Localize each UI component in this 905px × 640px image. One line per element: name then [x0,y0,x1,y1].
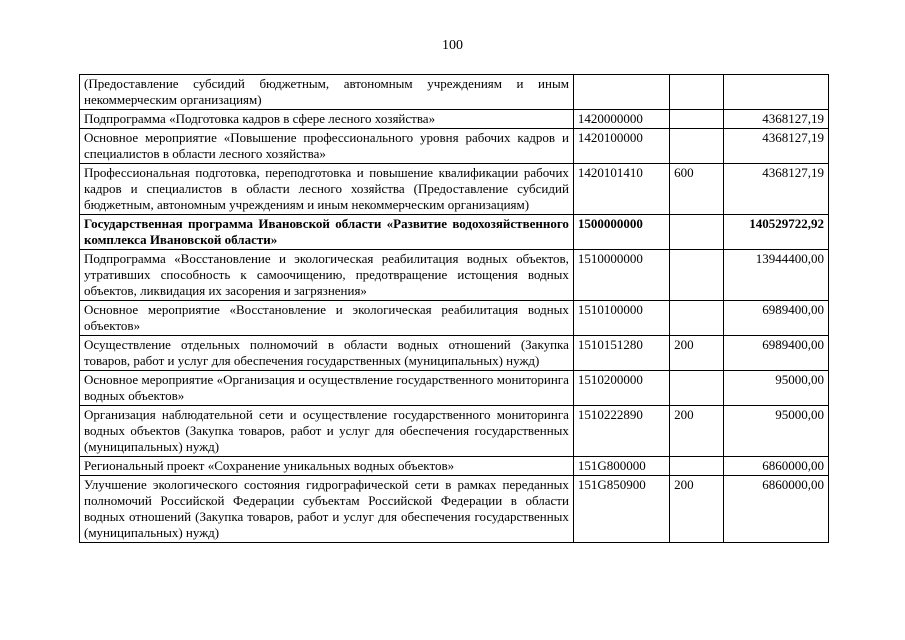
row-name-cell: Основное мероприятие «Организация и осуществление государственного мониторинга водных объектов» [80,371,574,406]
row-code-cell: 1420100000 [573,129,669,164]
row-expense-type-cell [670,110,724,129]
row-sum-cell: 6860000,00 [723,457,828,476]
row-expense-type-cell [670,301,724,336]
row-code-cell: 151G800000 [573,457,669,476]
row-expense-type-cell: 200 [670,476,724,543]
row-expense-type-cell [670,457,724,476]
table-row [80,406,829,457]
table-row [80,336,829,371]
row-name-cell: (Предоставление субсидий бюджетным, автономным учреждениям и иным некоммерческим организациям) [80,75,574,110]
row-sum-cell: 4368127,19 [723,110,828,129]
row-sum-cell: 6860000,00 [723,476,828,543]
row-code-cell: 1510000000 [573,250,669,301]
table-row [80,110,829,129]
table-row [80,457,829,476]
row-name-cell: Подпрограмма «Подготовка кадров в сфере лесного хозяйства» [80,110,574,129]
row-code-cell: 1420000000 [573,110,669,129]
row-code-cell: 1510100000 [573,301,669,336]
row-name-cell: Региональный проект «Сохранение уникальных водных объектов» [80,457,574,476]
row-expense-type-cell: 600 [670,164,724,215]
table-row [80,476,829,543]
table-row [80,164,829,215]
table-row [80,250,829,301]
row-expense-type-cell [670,250,724,301]
table-row [80,215,829,250]
row-expense-type-cell: 200 [670,336,724,371]
row-name-cell: Профессиональная подготовка, переподготовка и повышение квалификации рабочих кадров и специалистов в области лесного хозяйства (Предоставление субсидий бюджетным, автономным учреждениям и иным некоммерческим организациям) [80,164,574,215]
row-name-cell: Основное мероприятие «Восстановление и экологическая реабилитация водных объектов» [80,301,574,336]
row-code-cell: 1510151280 [573,336,669,371]
row-name-cell: Государственная программа Ивановской области «Развитие водохозяйственного комплекса Ивановской области» [80,215,574,250]
row-sum-cell: 4368127,19 [723,129,828,164]
row-sum-cell: 13944400,00 [723,250,828,301]
table-row [80,129,829,164]
row-name-cell: Подпрограмма «Восстановление и экологическая реабилитация водных объектов, утративших способность к самоочищению, предотвращение истощения водных объектов, ликвидация их засорения и загрязнения» [80,250,574,301]
row-code-cell: 1510200000 [573,371,669,406]
table-row [80,301,829,336]
row-expense-type-cell [670,129,724,164]
row-expense-type-cell: 200 [670,406,724,457]
row-name-cell: Основное мероприятие «Повышение профессионального уровня рабочих кадров и специалистов в области лесного хозяйства» [80,129,574,164]
row-code-cell: 151G850900 [573,476,669,543]
row-sum-cell [723,75,828,110]
row-expense-type-cell [670,75,724,110]
row-expense-type-cell [670,371,724,406]
row-code-cell: 1500000000 [573,215,669,250]
row-sum-cell: 4368127,19 [723,164,828,215]
row-name-cell: Организация наблюдательной сети и осуществление государственного мониторинга водных объектов (Закупка товаров, работ и услуг для обеспечения государственных (муниципальных) нужд) [80,406,574,457]
row-sum-cell: 95000,00 [723,371,828,406]
row-name-cell: Улучшение экологического состояния гидрографической сети в рамках переданных полномочий Российской Федерации субъектам Российской Федерации в области водных отношений (Закупка товаров, работ и услуг для обеспечения государственных (муниципальных) нужд) [80,476,574,543]
row-code-cell: 1510222890 [573,406,669,457]
table-row [80,75,829,110]
page-number: 100 [442,38,463,53]
budget-table-body [80,75,829,543]
row-sum-cell: 6989400,00 [723,301,828,336]
row-sum-cell: 6989400,00 [723,336,828,371]
row-sum-cell: 95000,00 [723,406,828,457]
row-name-cell: Осуществление отдельных полномочий в области водных отношений (Закупка товаров, работ и услуг для обеспечения государственных (муниципальных) нужд) [80,336,574,371]
row-code-cell [573,75,669,110]
row-code-cell: 1420101410 [573,164,669,215]
budget-table [79,74,829,543]
table-row [80,371,829,406]
row-expense-type-cell [670,215,724,250]
row-sum-cell: 140529722,92 [723,215,828,250]
